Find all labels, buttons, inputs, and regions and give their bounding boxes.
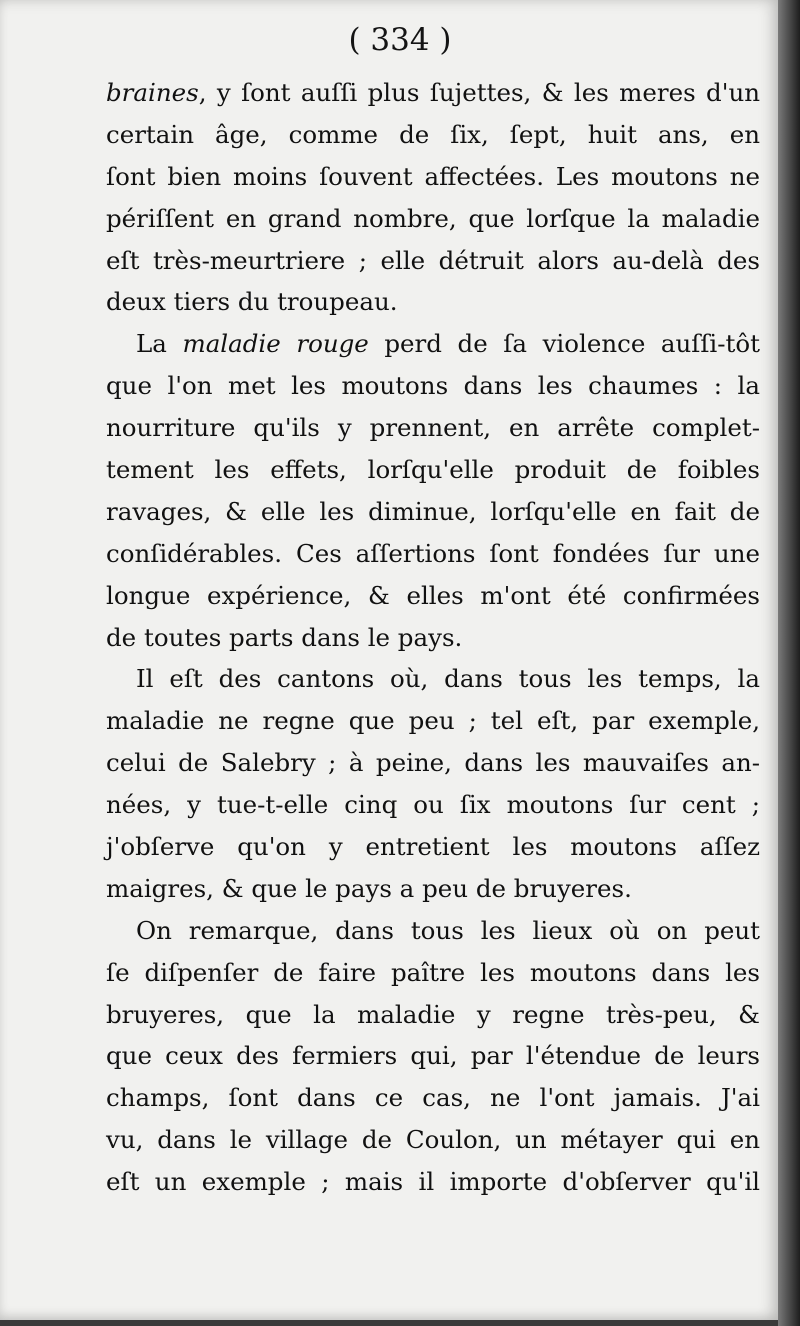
text-line: champs, ſont dans ce cas, ne l'ont jamais. J'ai (106, 1083, 760, 1113)
text-line: tement les effets, lorſqu'elle produit de foibles (106, 455, 760, 485)
text-line: eſt un exemple ; mais il importe d'obſerver qu'il (106, 1167, 760, 1197)
text-line: Il eſt des cantons où, dans tous les temps, la (136, 664, 760, 694)
text-line: j'obſerve qu'on y entretient les moutons aſſez (106, 832, 760, 862)
text-line: nées, y tue-t-elle cinq ou ſix moutons ſur cent ; (106, 790, 760, 820)
text-line: ſe diſpenſer de faire paître les moutons dans les (106, 957, 760, 987)
text-line: de toutes parts dans le pays. (106, 622, 463, 652)
text-line: longue expérience, & elles m'ont été confirmées (106, 580, 760, 610)
text-line: braines, y ſont auſſi plus ſujettes, & les meres d'un (106, 78, 760, 107)
text-line: bruyeres, que la maladie y regne très-peu, & (106, 999, 760, 1029)
text-line: périſſent en grand nombre, que lorſque la maladie (106, 203, 760, 233)
text-line: vu, dans le village de Coulon, un métayer qui en (106, 1125, 760, 1155)
text-line: La maladie rouge perd de ſa violence auſſi-tôt (136, 329, 760, 359)
text-line: nourriture qu'ils y prennent, en arrête complet- (106, 413, 760, 443)
text-line: que l'on met les moutons dans les chaumes : la (106, 371, 760, 401)
text-line: On remarque, dans tous les lieux où on peut (136, 915, 760, 945)
text-line: que ceux des fermiers qui, par l'étendue de leurs (106, 1041, 760, 1071)
page-edge-shadow (778, 0, 800, 1326)
page-number: ( 334 ) (348, 22, 452, 58)
text-line: deux tiers du troupeau. (106, 287, 398, 317)
text-line: eſt très-meurtriere ; elle détruit alors au-delà des (106, 245, 760, 275)
text-line: conſidérables. Ces aſſertions ſont fondées ſur une (106, 538, 760, 568)
text-line: celui de Salebry ; à peine, dans les mauvaiſes an- (106, 748, 760, 778)
body-text (106, 72, 760, 1203)
text-line: maigres, & que le pays a peu de bruyeres. (106, 873, 632, 903)
text-line: certain âge, comme de ſix, ſept, huit ans, en (106, 119, 760, 149)
text-line: maladie ne regne que peu ; tel eſt, par exemple, (106, 706, 760, 736)
text-line: ſont bien moins ſouvent affectées. Les moutons ne (106, 161, 760, 191)
text-line: ravages, & elle les diminue, lorſqu'elle en fait de (106, 496, 760, 526)
